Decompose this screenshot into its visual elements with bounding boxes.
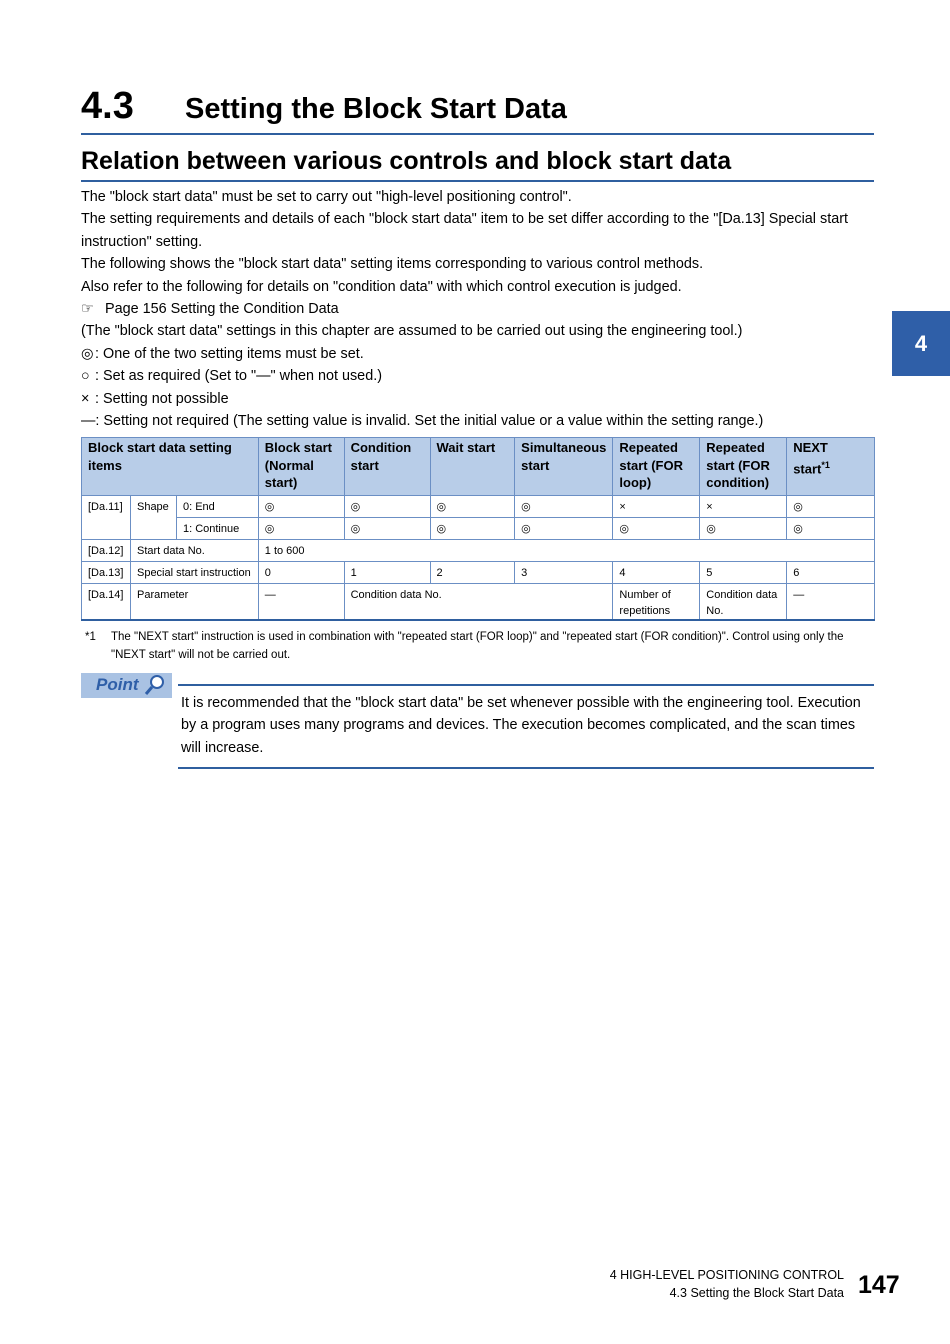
table-header: Block start data setting items <box>82 438 259 496</box>
table-header: Repeated start (FOR condition) <box>700 438 787 496</box>
table-cell: Special start instruction <box>130 562 258 584</box>
table-cell: 6 <box>787 562 875 584</box>
table-cell: [Da.13] <box>82 562 131 584</box>
table-cell: ◎ <box>515 518 613 540</box>
table-cell: 1 to 600 <box>258 540 874 562</box>
table-cell: 0: End <box>176 496 258 518</box>
table-cell: [Da.14] <box>82 584 131 621</box>
double-circle-icon: ◎ <box>81 345 94 362</box>
legend-text: : Setting not required (The setting value is invalid. Set the initial value or a value within the setting range.) <box>95 413 764 430</box>
table-cell: Shape <box>130 496 176 540</box>
table-cell: Number of repetitions <box>613 584 700 621</box>
chapter-tab[interactable]: 4 <box>892 311 950 376</box>
legend-text: : Set as required (Set to "—" when not used.) <box>95 368 382 385</box>
table-cell: ◎ <box>787 496 875 518</box>
table-cell: [Da.12] <box>82 540 131 562</box>
table-cell: 1: Continue <box>176 518 258 540</box>
legend-item <box>81 343 871 365</box>
reference-link[interactable] <box>81 298 871 320</box>
table-cell: Start data No. <box>130 540 258 562</box>
subsection-title: Relation between various controls and block start data <box>81 147 732 175</box>
table-cell: ◎ <box>613 518 700 540</box>
paragraph: The setting requirements and details of each "block start data" item to be set differ according to the "[Da.13] Special start instruction" setting. <box>81 211 848 250</box>
table-cell: ◎ <box>430 496 515 518</box>
table-header <box>787 438 875 496</box>
table-cell: 4 <box>613 562 700 584</box>
footnote-mark: *1 <box>85 631 96 643</box>
table-header-row <box>82 438 875 496</box>
point-rule <box>178 767 874 769</box>
body-text <box>81 186 871 432</box>
legend-item <box>81 410 871 432</box>
table-header: Simultaneous start <box>515 438 613 496</box>
table-row <box>82 540 875 562</box>
legend-text: : Setting not possible <box>95 390 229 407</box>
magnifier-icon <box>143 673 167 697</box>
table-cell: ◎ <box>344 496 430 518</box>
table-cell: — <box>258 584 344 621</box>
header-text: NEXT start <box>793 440 828 476</box>
cross-icon: × <box>81 390 90 407</box>
paragraph: The "block start data" must be set to carry out "high-level positioning control". <box>81 189 572 205</box>
table-cell: 0 <box>258 562 344 584</box>
dash-icon: — <box>81 413 96 430</box>
footnote-text: The "NEXT start" instruction is used in combination with "repeated start (FOR loop)" and "repeated start (FOR condition)". Control using only the "NEXT start" will not be carried out. <box>111 631 844 661</box>
table-row <box>82 584 875 621</box>
table-header: Wait start <box>430 438 515 496</box>
block-start-data-table <box>81 437 875 621</box>
legend-text: : One of the two setting items must be set. <box>95 345 364 362</box>
table-cell: ◎ <box>515 496 613 518</box>
table-cell: 2 <box>430 562 515 584</box>
table-cell: ◎ <box>258 518 344 540</box>
heading-rule <box>81 133 874 135</box>
table-header: Condition start <box>344 438 430 496</box>
point-label: Point <box>96 675 139 694</box>
table-cell: ◎ <box>258 496 344 518</box>
table-cell: ◎ <box>787 518 875 540</box>
table-header: Repeated start (FOR loop) <box>613 438 700 496</box>
paragraph: (The "block start data" settings in this chapter are assumed to be carried out using the engineering tool.) <box>81 323 743 340</box>
subheading-rule <box>81 180 874 182</box>
table-row <box>82 518 875 540</box>
table-cell: Condition data No. <box>700 584 787 621</box>
table-header: Block start (Normal start) <box>258 438 344 496</box>
footnote-ref: *1 <box>821 459 830 470</box>
table-cell: × <box>613 496 700 518</box>
table-row <box>82 562 875 584</box>
point-rule <box>178 684 874 686</box>
table-cell: — <box>787 584 875 621</box>
section-title: Setting the Block Start Data <box>185 93 567 125</box>
table-cell: Parameter <box>130 584 258 621</box>
table-cell: 1 <box>344 562 430 584</box>
table-cell: ◎ <box>344 518 430 540</box>
footer-section: 4.3 Setting the Block Start Data <box>669 1286 844 1300</box>
table-cell: ◎ <box>700 518 787 540</box>
legend-item <box>81 388 871 410</box>
paragraph: The following shows the "block start data" setting items corresponding to various control methods. <box>81 256 704 273</box>
table-cell: Condition data No. <box>344 584 613 621</box>
table-cell: 5 <box>700 562 787 584</box>
point-badge <box>81 673 172 698</box>
table-cell: × <box>700 496 787 518</box>
reference-text: Page 156 Setting the Condition Data <box>105 301 339 318</box>
footer-chapter: 4 HIGH-LEVEL POSITIONING CONTROL <box>609 1268 844 1282</box>
table-cell: [Da.11] <box>82 496 131 540</box>
table-cell: ◎ <box>430 518 515 540</box>
hand-pointer-icon: ☞ <box>81 301 94 318</box>
circle-icon: ○ <box>81 368 90 385</box>
paragraph: Also refer to the following for details on "condition data" with which control execution is judged. <box>81 278 682 295</box>
legend-item <box>81 365 871 387</box>
section-number: 4.3 <box>81 85 134 127</box>
table-cell: 3 <box>515 562 613 584</box>
page-number: 147 <box>858 1271 900 1299</box>
point-text: It is recommended that the "block start data" be set whenever possible with the engineering tool. Execution by a program uses many programs and devices. The execution becomes complicated, and the scan times will increase. <box>181 695 861 756</box>
table-row <box>82 496 875 518</box>
footnote <box>85 628 875 664</box>
